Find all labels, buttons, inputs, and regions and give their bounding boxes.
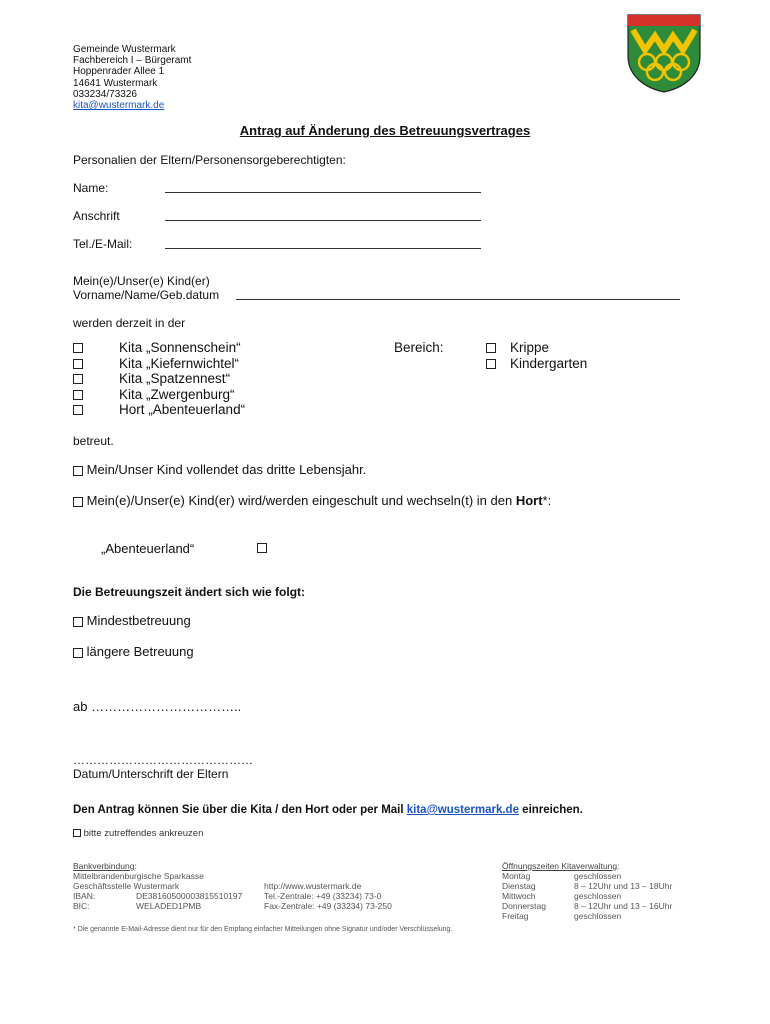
hours-row: [502, 881, 673, 891]
sender-street: Hoppenrader Allee 1: [73, 66, 165, 78]
footnote: * Die genannte E-Mail-Adresse dient nur für den Empfang einfacher Mitteilungen ohne Signatur und/oder Verschlüsselung.: [73, 926, 453, 933]
facility-label: Kita „Sonnenschein“: [119, 340, 241, 355]
hours-row: [502, 891, 620, 901]
facility-intro: werden derzeit in der: [73, 316, 186, 330]
bank-branch: Geschäftsstelle Wustermark: [73, 881, 180, 891]
option-min-care[interactable]: [73, 613, 191, 628]
option-school-label: Mein(e)/Unser(e) Kind(er) wird/werden eingeschult und wechseln(t) in den: [86, 493, 516, 508]
checkbox[interactable]: [73, 359, 83, 369]
option-school[interactable]: [73, 493, 551, 508]
child-details-field[interactable]: [236, 299, 680, 300]
child-details-label: Vorname/Name/Geb.datum: [73, 288, 220, 302]
iban-value: DE38160500003815510197: [136, 891, 243, 901]
checkbox[interactable]: [73, 648, 83, 658]
facility-label: Kita „Spatzennest“: [119, 371, 231, 386]
hours-heading: Öffnungszeiten Kitaverwaltung: [502, 861, 618, 871]
checkbox[interactable]: [73, 343, 83, 353]
hours-time: 8 – 12Uhr und 13 – 16Uhr: [574, 901, 673, 911]
sender-department: Fachbereich I – Bürgeramt: [73, 55, 192, 67]
website-link[interactable]: http://www.wustermark.de: [264, 881, 362, 891]
bank-heading: Bankverbindung: [73, 861, 135, 871]
submit-prefix: Den Antrag können Sie über die Kita / den Hort oder per Mail: [73, 804, 407, 816]
tick-note-label: bitte zutreffendes ankreuzen: [83, 828, 204, 839]
option-third-year[interactable]: [73, 462, 366, 477]
area-option-label: Kindergarten: [510, 355, 588, 371]
name-field[interactable]: [165, 192, 481, 193]
signature-field[interactable]: ………………………………………: [73, 753, 253, 767]
checkbox[interactable]: [73, 374, 83, 384]
checkbox-icon: [73, 829, 81, 837]
tel-central: Tel.-Zentrale: +49 (33234) 73-0: [264, 891, 382, 901]
address-label: Anschrift: [73, 209, 120, 223]
checkbox[interactable]: [73, 405, 83, 415]
hours-heading-colon: :: [617, 861, 620, 871]
checkbox[interactable]: [73, 617, 83, 627]
option-longer-care-label: längere Betreuung: [86, 644, 194, 659]
hours-time: geschlossen: [574, 871, 622, 881]
opening-hours: [502, 861, 673, 921]
submit-note: [73, 804, 583, 816]
area-label: Bereich:: [394, 340, 444, 355]
checkbox[interactable]: [73, 497, 83, 507]
iban-label: IBAN:: [73, 891, 96, 901]
hours-day: Donnerstag: [502, 901, 546, 911]
signature-label: Datum/Unterschrift der Eltern: [73, 767, 229, 781]
area-option-label: Krippe: [510, 340, 550, 355]
cared-for-text: betreut.: [73, 434, 114, 448]
bank-info: [73, 861, 243, 911]
sender-city: 14641 Wustermark: [73, 77, 158, 89]
hours-day: Freitag: [502, 911, 529, 921]
hort-checkbox[interactable]: [257, 543, 267, 553]
sender-address: [73, 44, 191, 111]
sender-municipality: Gemeinde Wustermark: [73, 44, 176, 55]
bic-label: BIC:: [73, 901, 90, 911]
facility-label: Kita „Kiefernwichtel“: [119, 355, 240, 371]
contact-field[interactable]: [165, 248, 481, 249]
hours-day: Mittwoch: [502, 891, 536, 901]
option-school-hort: Hort: [515, 493, 543, 508]
contact-info: [264, 881, 392, 911]
submit-email-link[interactable]: kita@wustermark.de: [406, 804, 519, 816]
start-date-field[interactable]: ab ……………………………..: [73, 699, 242, 714]
care-time-heading: Die Betreuungszeit ändert sich wie folgt:: [73, 585, 306, 599]
tick-note: [73, 828, 203, 839]
checkbox[interactable]: [73, 466, 83, 476]
parents-heading: Personalien der Eltern/Personensorgeberechtigten:: [73, 153, 346, 167]
checkbox[interactable]: [486, 359, 496, 369]
option-third-year-label: Mein/Unser Kind vollendet das dritte Lebensjahr.: [86, 462, 367, 477]
sender-email-link[interactable]: kita@wustermark.de: [73, 99, 165, 111]
contact-label: Tel./E-Mail:: [73, 237, 133, 251]
bic-value: WELADED1PMB: [136, 901, 202, 911]
form-title: Antrag auf Änderung des Betreuungsvertrages: [239, 123, 531, 138]
hours-row: [502, 911, 620, 921]
hours-time: 8 – 12Uhr und 13 – 18Uhr: [574, 881, 673, 891]
child-label: Mein(e)/Unser(e) Kind(er): [73, 274, 210, 288]
facility-label: Hort „Abenteuerland“: [119, 402, 246, 417]
hours-row: [502, 871, 620, 881]
hours-row: [502, 901, 673, 911]
fax-central: Fax-Zentrale: +49 (33234) 73-250: [264, 901, 392, 911]
sender-phone: 033234/73326: [73, 88, 137, 100]
option-school-suffix: *:: [542, 493, 552, 508]
option-min-care-label: Mindestbetreuung: [86, 613, 191, 628]
checkbox[interactable]: [73, 390, 83, 400]
hort-name: „Abenteuerland“: [101, 541, 195, 556]
option-longer-care[interactable]: [73, 644, 194, 659]
hours-time: geschlossen: [574, 891, 622, 901]
bank-name: Mittelbrandenburgische Sparkasse: [73, 871, 204, 881]
facility-label: Kita „Zwergenburg“: [119, 386, 235, 402]
submit-suffix: einreichen.: [518, 804, 583, 816]
bank-heading-colon: :: [134, 861, 137, 871]
checkbox[interactable]: [486, 343, 496, 353]
address-field[interactable]: [165, 220, 481, 221]
name-label: Name:: [73, 181, 109, 195]
hours-time: geschlossen: [574, 911, 622, 921]
coat-of-arms-logo: [625, 12, 703, 94]
hours-day: Dienstag: [502, 881, 536, 891]
hours-day: Montag: [502, 871, 531, 881]
